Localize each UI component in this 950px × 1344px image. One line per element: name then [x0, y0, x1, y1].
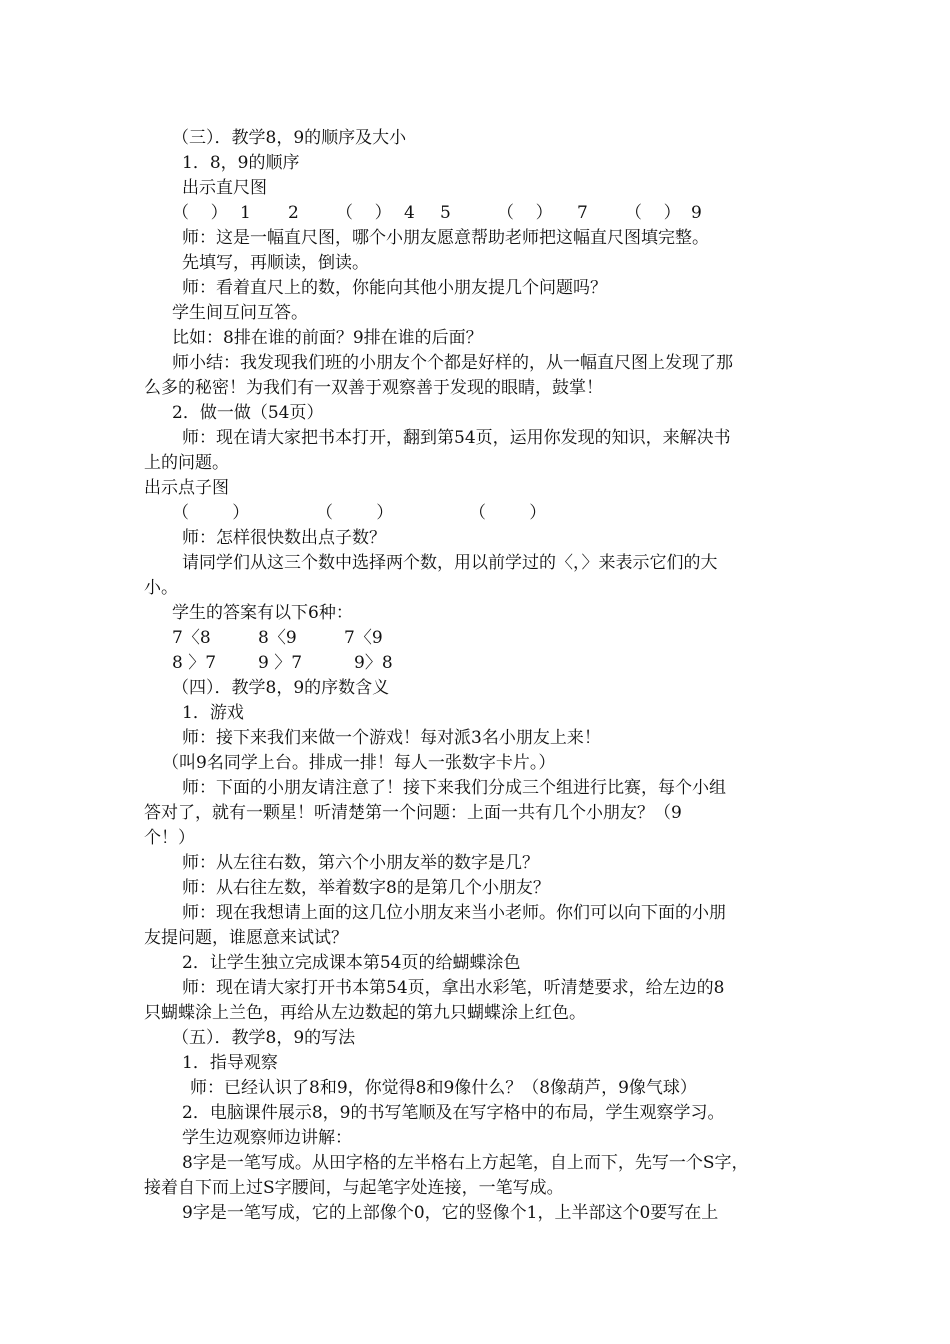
paragraph: 师：下面的小朋友请注意了！接下来我们分成三个组进行比赛，每个小组	[182, 778, 726, 798]
answer: 9〉8	[354, 653, 393, 673]
paragraph: （叫9名同学上台。排成一排！每人一张数字卡片。）	[162, 753, 556, 773]
section-heading-3: （三）．教学8，9的顺序及大小	[172, 128, 407, 148]
paragraph: 师小结：我发现我们班的小朋友个个都是好样的，从一幅直尺图上发现了那	[172, 353, 733, 373]
paragraph: 师：从右往左数，举着数字8的是第几个小朋友？	[182, 878, 550, 898]
paragraph: 只蝴蝶涂上兰色，再给从左边数起的第九只蝴蝶涂上红色。	[144, 1003, 586, 1023]
answers-row	[0, 651, 950, 675]
section-heading-4: （四）．教学8，9的序数含义	[172, 678, 390, 698]
paragraph: 师：现在请大家把书本打开，翻到第54页，运用你发现的知识，来解决书	[182, 428, 731, 448]
subheading-exercise: 2．做一做（54页）	[172, 403, 324, 423]
answer: 8 〉7	[172, 653, 217, 673]
ruler-number: 5	[440, 203, 451, 223]
paragraph: 9字是一笔写成，它的上部像个0，它的竖像个1，上半部这个0要写在上	[182, 1203, 719, 1223]
ruler-number: 9	[691, 203, 702, 223]
paragraph: 师：看着直尺上的数，你能向其他小朋友提几个问题吗？	[182, 278, 607, 298]
paragraph: 学生间互问互答。	[172, 303, 308, 323]
paragraph: 先填写，再顺读，倒读。	[182, 253, 369, 273]
answer: 7〈9	[344, 628, 383, 648]
paragraph: 学生边观察师边讲解：	[182, 1128, 352, 1148]
paragraph: 2．电脑课件展示8，9的书写笔顺及在写字格中的布局，学生观察学习。	[182, 1103, 725, 1123]
section-heading-5: （五）．教学8，9的写法	[172, 1028, 356, 1048]
answers-row	[0, 626, 950, 650]
subheading-game: 1．游戏	[182, 703, 244, 723]
paragraph: 答对了，就有一颗星！听清楚第一个问题：上面一共有几个小朋友？（9	[144, 803, 682, 823]
paragraph: 师：从左往右数，第六个小朋友举的数字是几？	[182, 853, 539, 873]
dots-blank: （ ）	[172, 503, 250, 523]
ruler-number: 1	[240, 203, 251, 223]
paragraph: 师：接下来我们来做一个游戏！每对派3名小朋友上来！	[182, 728, 601, 748]
paragraph: 师：现在我想请上面的这几位小朋友来当小老师。你们可以向下面的小朋	[182, 903, 726, 923]
subheading-observe: 1．指导观察	[182, 1053, 278, 1073]
ruler-blank: （ ）	[336, 203, 392, 223]
dots-blank: （ ）	[316, 503, 394, 523]
ruler-number: 2	[288, 203, 299, 223]
paragraph: 师：这是一幅直尺图，哪个小朋友愿意帮助老师把这幅直尺图填完整。	[182, 228, 709, 248]
answer: 8〈9	[258, 628, 297, 648]
ruler-blank: （ ）	[497, 203, 553, 223]
dots-row	[0, 501, 950, 525]
paragraph: 请同学们从这三个数中选择两个数，用以前学过的〈，〉来表示它们的大	[182, 553, 718, 573]
ruler-blank: （ ）	[625, 203, 681, 223]
ruler-row	[0, 201, 950, 225]
subheading-order: 1．8，9的顺序	[182, 153, 300, 173]
paragraph: 出示点子图	[144, 478, 229, 498]
subheading-butterfly: 2．让学生独立完成课本第54页的给蝴蝶涂色	[182, 953, 521, 973]
paragraph: 师：怎样很快数出点子数？	[182, 528, 386, 548]
paragraph: 出示直尺图	[182, 178, 267, 198]
paragraph: 小。	[144, 578, 178, 598]
paragraph: 学生的答案有以下6种：	[172, 603, 353, 623]
paragraph: 师：已经认识了8和9，你觉得8和9像什么？（8像葫芦，9像气球）	[190, 1078, 697, 1098]
dots-blank: （ ）	[469, 503, 547, 523]
paragraph: 个！）	[144, 828, 195, 848]
paragraph: 比如：8排在谁的前面？9排在谁的后面？	[172, 328, 483, 348]
answer: 9 〉7	[258, 653, 303, 673]
ruler-number: 7	[577, 203, 588, 223]
paragraph: 上的问题。	[144, 453, 229, 473]
paragraph: 8字是一笔写成。从田字格的左半格右上方起笔，自上而下，先写一个S字，	[182, 1153, 749, 1173]
ruler-blank: （ ）	[172, 203, 228, 223]
answer: 7〈8	[172, 628, 211, 648]
paragraph: 么多的秘密！为我们有一双善于观察善于发现的眼睛，鼓掌！	[144, 378, 603, 398]
ruler-number: 4	[404, 203, 415, 223]
paragraph: 师：现在请大家打开书本第54页，拿出水彩笔，听清楚要求，给左边的8	[182, 978, 725, 998]
paragraph: 接着自下而上过S字腰间，与起笔字处连接，一笔写成。	[144, 1178, 564, 1198]
paragraph: 友提问题，谁愿意来试试？	[144, 928, 348, 948]
